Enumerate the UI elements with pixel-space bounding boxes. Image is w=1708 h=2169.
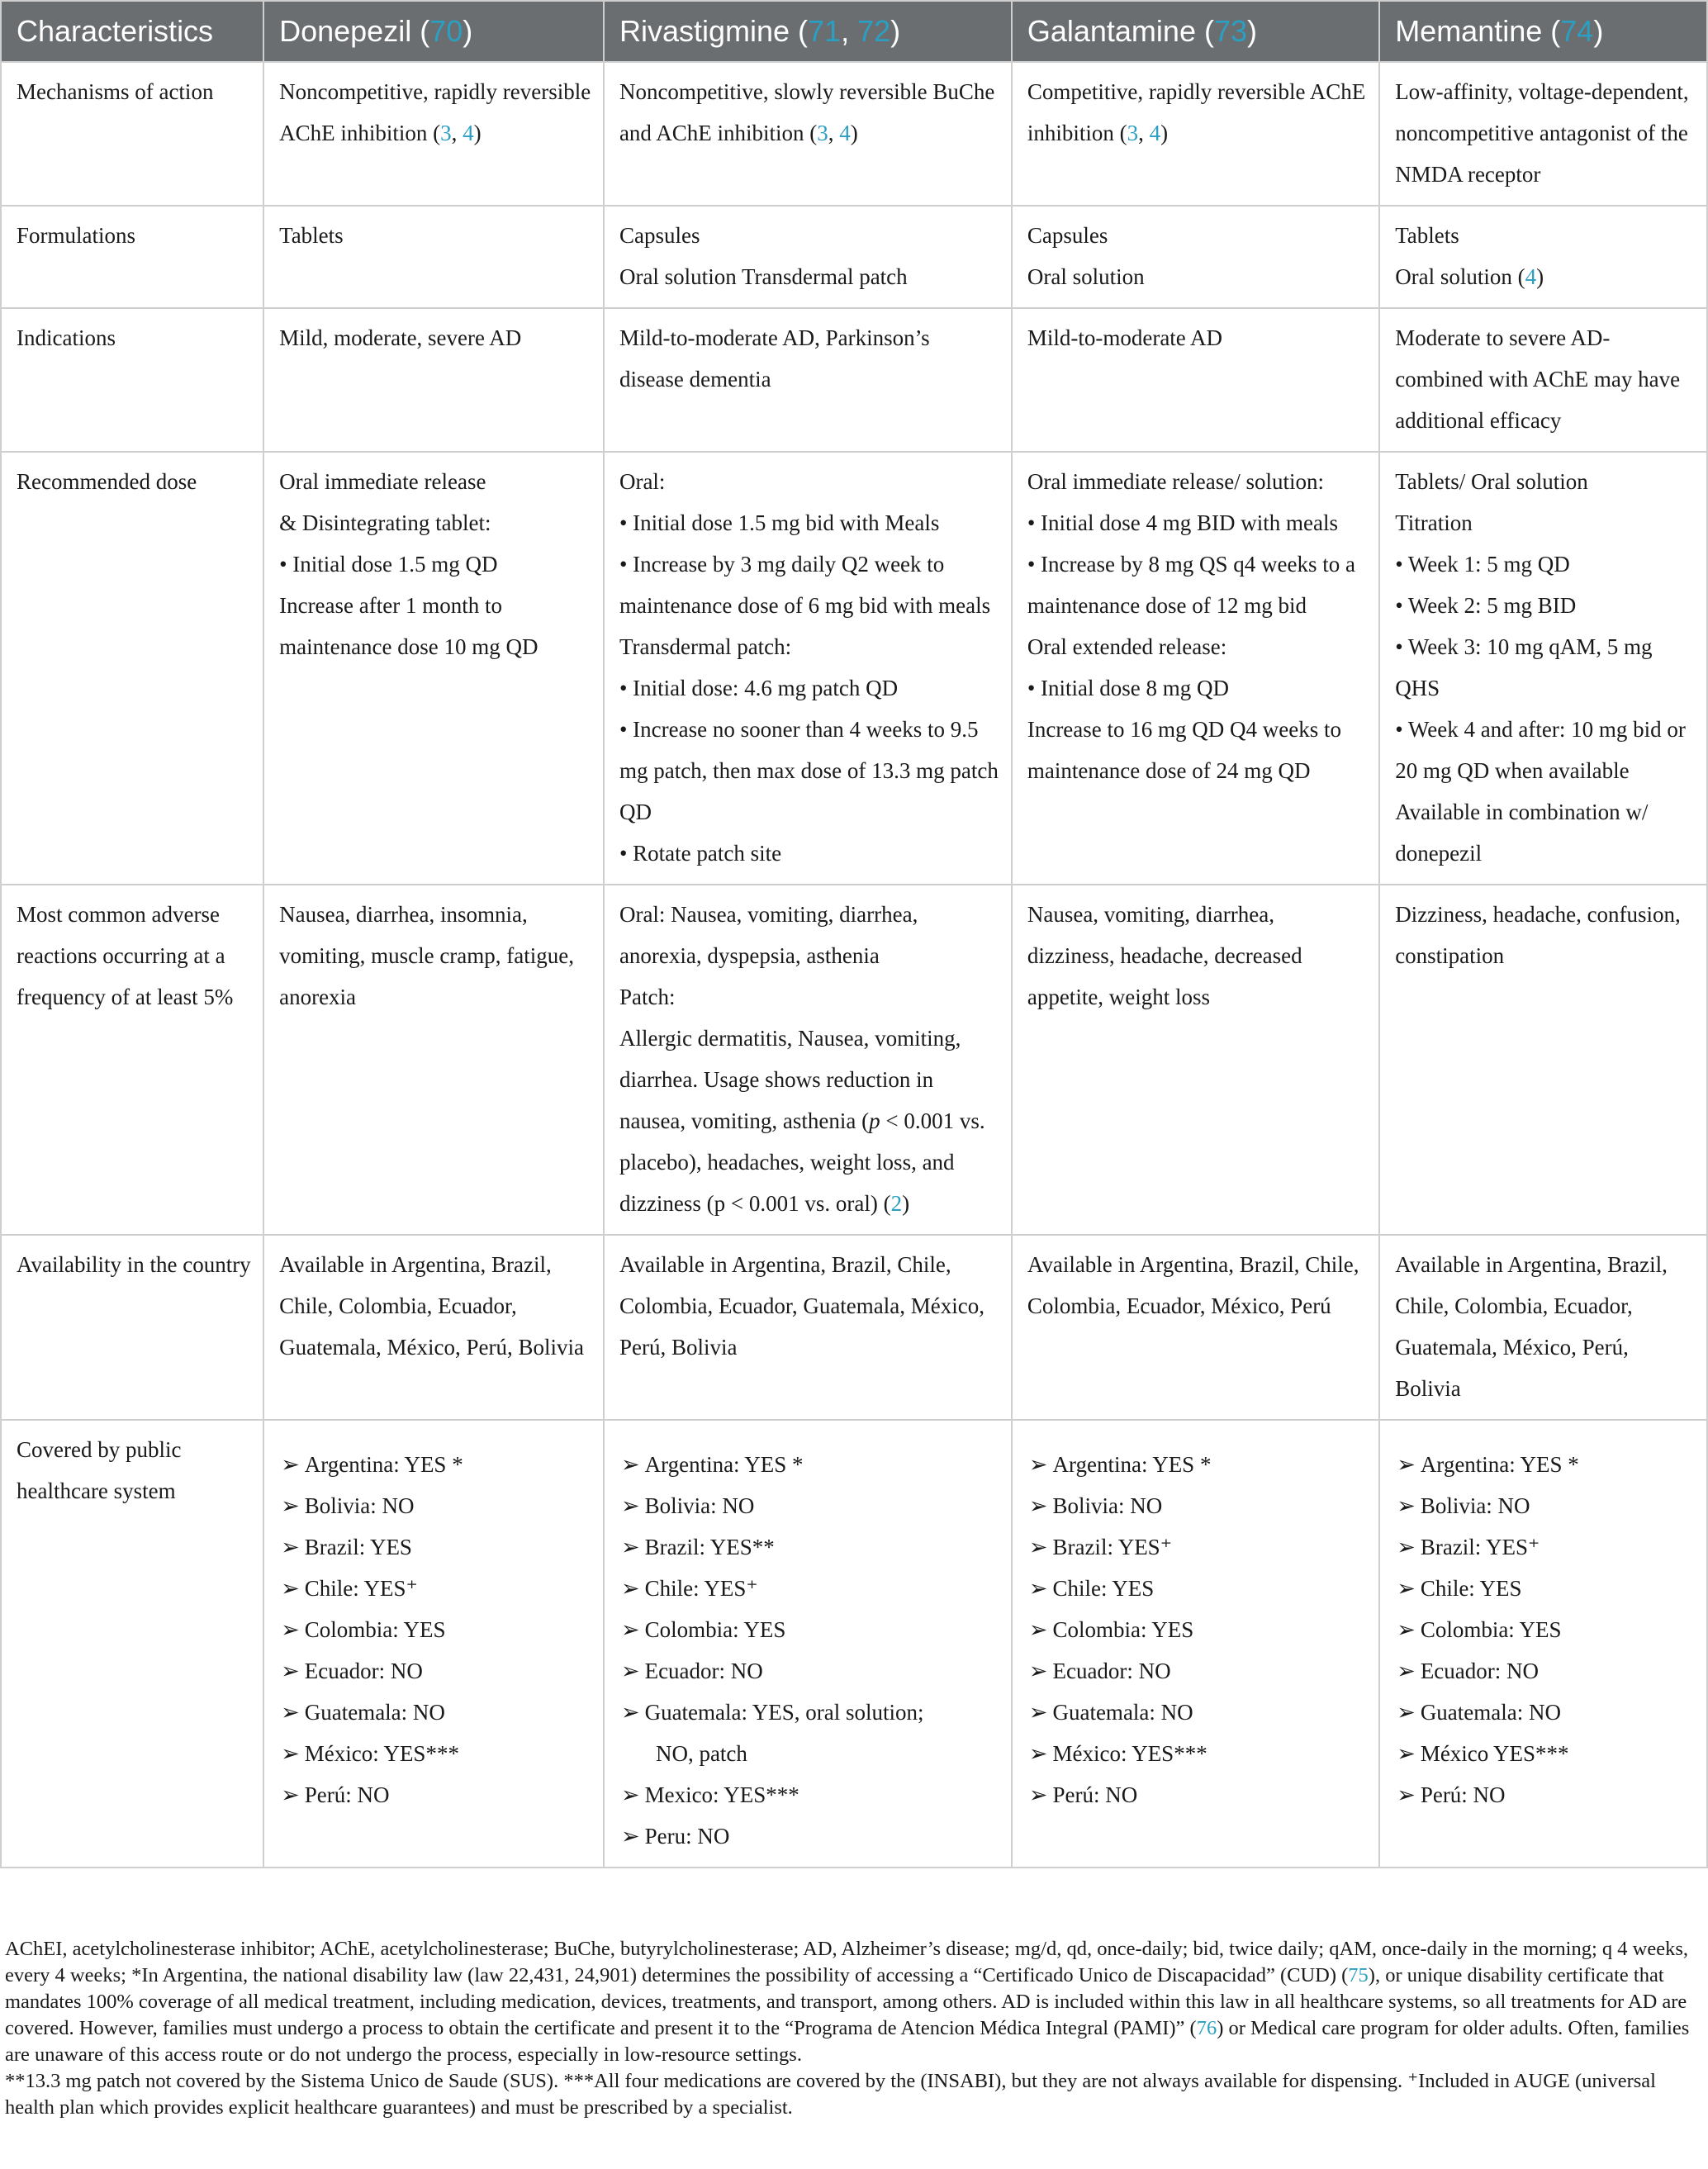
coverage-item: ➢ Ecuador: NO	[281, 1659, 423, 1683]
row-label: Formulations	[1, 206, 263, 308]
text-line: • Initial dose 1.5 mg bid with Meals	[619, 510, 940, 535]
coverage-item: ➢ Argentina: YES *	[1397, 1452, 1579, 1477]
coverage-item: ➢ México YES***	[1397, 1741, 1569, 1766]
cell-memantine: Moderate to severe AD-combined with AChE may have additional efficacy	[1379, 308, 1707, 452]
cell-donepezil	[263, 452, 604, 885]
cell-rivastigmine	[604, 885, 1012, 1235]
cell-memantine: Available in Argentina, Brazil, Chile, Colombia, Ecuador, Guatemala, México, Perú, Bolivia	[1379, 1235, 1707, 1420]
coverage-item: ➢ Perú: NO	[281, 1782, 390, 1807]
arrow-bullet-icon: ➢	[1028, 1493, 1048, 1518]
cell-galantamine: Available in Argentina, Brazil, Chile, Colombia, Ecuador, México, Perú	[1012, 1235, 1379, 1420]
arrow-bullet-icon: ➢	[1397, 1535, 1416, 1559]
arrow-bullet-icon: ➢	[620, 1576, 640, 1601]
text-line: Tablets	[279, 223, 344, 248]
coverage-item: ➢ Colombia: YES	[281, 1617, 446, 1642]
cell-memantine	[1379, 206, 1707, 308]
arrow-bullet-icon: ➢	[1397, 1700, 1416, 1725]
text-line: Tablets/ Oral solution	[1395, 469, 1588, 494]
text-line: Oral extended release:	[1027, 634, 1227, 659]
text-line: Oral: Nausea, vomiting, diarrhea, anorexia, dyspepsia, asthenia	[619, 902, 918, 968]
arrow-bullet-icon: ➢	[620, 1617, 640, 1642]
arrow-bullet-icon: ➢	[620, 1493, 640, 1518]
coverage-list	[1027, 1444, 1367, 1815]
row-label: Indications	[1, 308, 263, 452]
coverage-item: ➢ Perú: NO	[1397, 1782, 1506, 1807]
cell-rivastigmine: Noncompetitive, slowly reversible BuChe and AChE inhibition (3, 4)	[604, 62, 1012, 206]
cell-galantamine	[1012, 452, 1379, 885]
coverage-item-continuation: NO, patch	[655, 1741, 747, 1766]
cell-galantamine: Nausea, vomiting, diarrhea, dizziness, headache, decreased appetite, weight loss	[1012, 885, 1379, 1235]
coverage-list	[619, 1444, 999, 1857]
coverage-item: ➢ México: YES***	[1028, 1741, 1207, 1766]
coverage-item: ➢ Mexico: YES***	[620, 1782, 799, 1807]
header-characteristics: Characteristics	[1, 1, 263, 62]
coverage-item: ➢ Colombia: YES	[620, 1617, 786, 1642]
cell-memantine	[1379, 1420, 1707, 1868]
text-line: & Disintegrating tablet:	[279, 510, 491, 535]
text-line: Oral solution	[1027, 264, 1145, 289]
reference-link[interactable]: 75	[1348, 1964, 1369, 1986]
row-label: Mechanisms of action	[1, 62, 263, 206]
text-line: Oral solution Transdermal patch	[619, 264, 908, 289]
cell-donepezil	[263, 206, 604, 308]
row-formulations	[1, 206, 1707, 308]
reference-link[interactable]: 4	[1149, 121, 1161, 145]
text-line: • Initial dose 4 mg BID with meals	[1027, 510, 1338, 535]
coverage-item: ➢ Guatemala: NO	[1397, 1700, 1561, 1725]
reference-link[interactable]: 72	[857, 14, 891, 48]
cell-donepezil	[263, 1420, 604, 1868]
reference-link[interactable]: 3	[817, 121, 828, 145]
text-line: • Increase no sooner than 4 weeks to 9.5 mg patch, then max dose of 13.3 mg patch QD	[619, 717, 999, 824]
coverage-item: ➢ Guatemala: YES, oral solution; NO, patch	[619, 1692, 999, 1774]
cell-memantine	[1379, 452, 1707, 885]
text-line: • Increase by 8 mg QS q4 weeks to a maintenance dose of 12 mg bid	[1027, 552, 1355, 618]
cell-donepezil: Available in Argentina, Brazil, Chile, Colombia, Ecuador, Guatemala, México, Perú, Bolivia	[263, 1235, 604, 1420]
arrow-bullet-icon: ➢	[1028, 1782, 1048, 1807]
coverage-item: ➢ Guatemala: NO	[281, 1700, 445, 1725]
arrow-bullet-icon: ➢	[1028, 1535, 1048, 1559]
reference-link[interactable]: 4	[839, 121, 851, 145]
coverage-item: ➢ Bolivia: NO	[620, 1493, 755, 1518]
coverage-item: ➢ Chile: YES⁺	[281, 1576, 418, 1601]
arrow-bullet-icon: ➢	[281, 1452, 300, 1477]
reference-link[interactable]: 2	[890, 1191, 903, 1216]
text-line: Oral immediate release/ solution:	[1027, 469, 1324, 494]
arrow-bullet-icon: ➢	[620, 1535, 640, 1559]
coverage-item: ➢ Bolivia: NO	[281, 1493, 415, 1518]
text-line: Oral immediate release	[279, 469, 486, 494]
row-indications	[1, 308, 1707, 452]
arrow-bullet-icon: ➢	[1397, 1617, 1416, 1642]
arrow-bullet-icon: ➢	[1397, 1741, 1416, 1766]
arrow-bullet-icon: ➢	[1028, 1576, 1048, 1601]
cell-galantamine: Mild-to-moderate AD	[1012, 308, 1379, 452]
coverage-item: ➢ Brazil: YES⁺	[1028, 1535, 1172, 1559]
header-galantamine: Galantamine (73)	[1012, 1, 1379, 62]
cell-rivastigmine	[604, 206, 1012, 308]
text-line: Capsules	[619, 223, 700, 248]
coverage-item: ➢ Chile: YES⁺	[620, 1576, 758, 1601]
text-line: • Week 4 and after: 10 mg bid or 20 mg QD when available	[1395, 717, 1686, 783]
arrow-bullet-icon: ➢	[1028, 1741, 1048, 1766]
arrow-bullet-icon: ➢	[620, 1700, 640, 1725]
cell-memantine: Dizziness, headache, confusion, constipation	[1379, 885, 1707, 1235]
arrow-bullet-icon: ➢	[281, 1741, 300, 1766]
arrow-bullet-icon: ➢	[1028, 1617, 1048, 1642]
coverage-item: ➢ Guatemala: NO	[1028, 1700, 1193, 1725]
coverage-item: ➢ Chile: YES	[1397, 1576, 1522, 1601]
row-label: Availability in the country	[1, 1235, 263, 1420]
cell-donepezil: Noncompetitive, rapidly reversible AChE inhibition (3, 4)	[263, 62, 604, 206]
arrow-bullet-icon: ➢	[1028, 1659, 1048, 1683]
coverage-item: ➢ Brazil: YES**	[620, 1535, 775, 1559]
coverage-item: ➢ Bolivia: NO	[1028, 1493, 1163, 1518]
header-row	[1, 1, 1707, 62]
coverage-item: ➢ México: YES***	[281, 1741, 459, 1766]
arrow-bullet-icon: ➢	[281, 1782, 300, 1807]
row-recommended-dose	[1, 452, 1707, 885]
text-line: • Increase by 3 mg daily Q2 week to maintenance dose of 6 mg bid with meals	[619, 552, 991, 618]
coverage-item: ➢ Bolivia: NO	[1397, 1493, 1530, 1518]
coverage-item: ➢ Perú: NO	[1028, 1782, 1138, 1807]
text-line: • Week 1: 5 mg QD	[1395, 552, 1570, 577]
text-line: Oral:	[619, 469, 666, 494]
cell-galantamine: Competitive, rapidly reversible AChE inhibition (3, 4)	[1012, 62, 1379, 206]
cell-galantamine	[1012, 206, 1379, 308]
reference-link[interactable]: 3	[1127, 121, 1139, 145]
arrow-bullet-icon: ➢	[1028, 1452, 1048, 1477]
row-label: Recommended dose	[1, 452, 263, 885]
header-memantine: Memantine (74)	[1379, 1, 1707, 62]
arrow-bullet-icon: ➢	[1397, 1782, 1416, 1807]
reference-link[interactable]: 4	[1525, 264, 1537, 289]
reference-link[interactable]: 3	[440, 121, 452, 145]
coverage-item: ➢ Argentina: YES *	[1028, 1452, 1212, 1477]
text-line: • Initial dose 8 mg QD	[1027, 676, 1230, 700]
coverage-item: ➢ Colombia: YES	[1028, 1617, 1194, 1642]
coverage-item: ➢ Brazil: YES	[281, 1535, 412, 1559]
coverage-list	[1395, 1444, 1695, 1815]
coverage-item: ➢ Ecuador: NO	[1028, 1659, 1171, 1683]
arrow-bullet-icon: ➢	[281, 1493, 300, 1518]
text-line: • Initial dose 1.5 mg QD	[279, 552, 498, 577]
reference-link[interactable]: 76	[1196, 2017, 1217, 2039]
reference-link[interactable]: 4	[463, 121, 474, 145]
footnote-abbreviations: AChEI, acetylcholinesterase inhibitor; AChE, acetylcholinesterase; BuChe, butyrylcholinesterase; AD, Alzheimer’s disease; mg/d, qd, once-daily; bid, twice daily; qAM, once-daily in the morning; q 4 weeks, every 4 weeks; *In Argentina, the national disability law (law 22,431, 24,901) determines the possibility of accessing a “Certificado Unico de Discapacidad” (CUD) (75), or unique disability certificate that mandates 100% coverage of all medical treatment, including medication, devices, treatments, and transport, among others. AD is included within this law in all healthcare systems, so all treatments for AD are covered. However, families must undergo a process to obtain the certificate and present it to the “Programa de Atencion Médica Integral (PAMI)” (76) or Medical care program for older adults. Often, families are unaware of this access route or do not undergo the process, especially in low-resource settings.	[5, 1938, 1690, 2066]
cell-rivastigmine	[604, 452, 1012, 885]
arrow-bullet-icon: ➢	[1397, 1493, 1416, 1518]
reference-link[interactable]: 74	[1560, 14, 1594, 48]
text-line: Patch:	[619, 985, 676, 1009]
cell-rivastigmine: Available in Argentina, Brazil, Chile, Colombia, Ecuador, Guatemala, México, Perú, Bolivia	[604, 1235, 1012, 1420]
row-adverse-reactions	[1, 885, 1707, 1235]
table-footnotes	[0, 1936, 1700, 2121]
arrow-bullet-icon: ➢	[281, 1659, 300, 1683]
cell-rivastigmine	[604, 1420, 1012, 1868]
text-line: Available in combination w/ donepezil	[1395, 800, 1649, 866]
text-line: • Week 2: 5 mg BID	[1395, 593, 1577, 618]
coverage-item: ➢ Ecuador: NO	[1397, 1659, 1540, 1683]
arrow-bullet-icon: ➢	[281, 1700, 300, 1725]
coverage-item: ➢ Chile: YES	[1028, 1576, 1155, 1601]
coverage-item: ➢ Brazil: YES⁺	[1397, 1535, 1540, 1559]
arrow-bullet-icon: ➢	[281, 1617, 300, 1642]
arrow-bullet-icon: ➢	[620, 1452, 640, 1477]
text-line: • Initial dose: 4.6 mg patch QD	[619, 676, 899, 700]
arrow-bullet-icon: ➢	[1028, 1700, 1048, 1725]
cell-donepezil: Mild, moderate, severe AD	[263, 308, 604, 452]
cell-rivastigmine: Mild-to-moderate AD, Parkinson’s disease dementia	[604, 308, 1012, 452]
text-line: Allergic dermatitis, Nausea, vomiting, diarrhea. Usage shows reduction in nausea, vomiting, asthenia (p < 0.001 vs. placebo), headaches, weight loss, and dizziness (p < 0.001 vs. oral) (2)	[619, 1026, 985, 1216]
text-line: Tablets	[1395, 223, 1459, 248]
text-line: Transdermal patch:	[619, 634, 792, 659]
cell-galantamine	[1012, 1420, 1379, 1868]
coverage-item: ➢ Argentina: YES *	[620, 1452, 804, 1477]
header-rivastigmine: Rivastigmine (71, 72)	[604, 1, 1012, 62]
arrow-bullet-icon: ➢	[1397, 1659, 1416, 1683]
text-line: Capsules	[1027, 223, 1108, 248]
coverage-item: ➢ Ecuador: NO	[620, 1659, 763, 1683]
row-availability	[1, 1235, 1707, 1420]
text-line: Increase after 1 month to maintenance dose 10 mg QD	[279, 593, 538, 659]
arrow-bullet-icon: ➢	[1397, 1452, 1416, 1477]
coverage-list	[279, 1444, 591, 1815]
row-public-coverage	[1, 1420, 1707, 1868]
coverage-item: ➢ Peru: NO	[620, 1824, 730, 1849]
reference-link[interactable]: 73	[1213, 14, 1248, 48]
arrow-bullet-icon: ➢	[620, 1782, 640, 1807]
footnote-coverage-notes: **13.3 mg patch not covered by the Sistema Unico de Saude (SUS). ***All four medications are covered by the (INSABI), but they are not always available for dispensing. ⁺Included in AUGE (universal health plan which provides explicit healthcare guarantees) and must be prescribed by a specialist.	[5, 2070, 1656, 2119]
coverage-item: ➢ Colombia: YES	[1397, 1617, 1562, 1642]
cell-donepezil: Nausea, diarrhea, insomnia, vomiting, muscle cramp, fatigue, anorexia	[263, 885, 604, 1235]
row-label: Most common adverse reactions occurring at a frequency of at least 5%	[1, 885, 263, 1235]
text-line: • Week 3: 10 mg qAM, 5 mg QHS	[1395, 634, 1653, 700]
reference-link[interactable]: 70	[429, 14, 463, 48]
text-line: Oral solution (4)	[1395, 264, 1544, 289]
text-line: Titration	[1395, 510, 1473, 535]
header-donepezil: Donepezil (70)	[263, 1, 604, 62]
cell-memantine: Low-affinity, voltage-dependent, noncompetitive antagonist of the NMDA receptor	[1379, 62, 1707, 206]
reference-link[interactable]: 71	[808, 14, 842, 48]
arrow-bullet-icon: ➢	[1397, 1576, 1416, 1601]
arrow-bullet-icon: ➢	[620, 1659, 640, 1683]
arrow-bullet-icon: ➢	[620, 1824, 640, 1849]
row-label: Covered by public healthcare system	[1, 1420, 263, 1868]
row-mechanisms	[1, 62, 1707, 206]
text-line: • Rotate patch site	[619, 841, 782, 866]
arrow-bullet-icon: ➢	[281, 1535, 300, 1559]
arrow-bullet-icon: ➢	[281, 1576, 300, 1601]
text-line: Increase to 16 mg QD Q4 weeks to maintenance dose of 24 mg QD	[1027, 717, 1341, 783]
coverage-item: ➢ Argentina: YES *	[281, 1452, 463, 1477]
